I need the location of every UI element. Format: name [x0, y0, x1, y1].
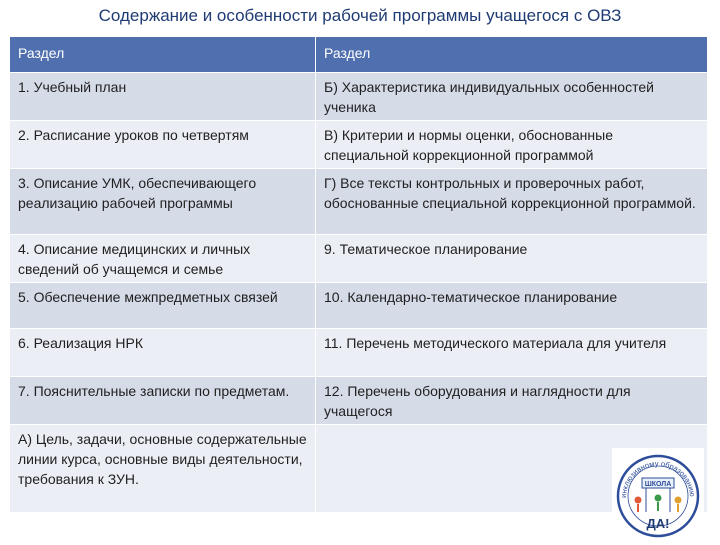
table-row — [10, 425, 708, 513]
content-table — [9, 36, 708, 513]
table-cell: 1. Учебный план — [10, 73, 316, 121]
table-row — [10, 377, 708, 425]
logo-sign-text: ШКОЛА — [644, 481, 672, 488]
table-cell: 10. Календарно-тематическое планирование — [316, 283, 708, 329]
table-cell: А) Цель, задачи, основные содержательные линии курса, основные виды деятельности, требования к ЗУН. — [10, 425, 316, 513]
table-cell: 11. Перечень методического материала для учителя — [316, 329, 708, 377]
table-cell: Б) Характеристика индивидуальных особенностей ученика — [316, 73, 708, 121]
table-row — [10, 169, 708, 235]
logo-answer-text: ДА! — [646, 516, 670, 531]
table-row — [10, 329, 708, 377]
logo-ring-text: инклюзивному образованию — [618, 458, 698, 499]
table-row — [10, 121, 708, 169]
table-cell: 5. Обеспечение межпредметных связей — [10, 283, 316, 329]
table-row — [10, 235, 708, 283]
table-cell: 3. Описание УМК, обеспечивающего реализацию рабочей программы — [10, 169, 316, 235]
logo-emblem-icon — [612, 448, 704, 540]
table-cell: Г) Все тексты контрольных и проверочных работ, обоснованные специальной коррекционной программой. — [316, 169, 708, 235]
table-cell: 4. Описание медицинских и личных сведений об учащемся и семье — [10, 235, 316, 283]
inclusive-education-logo — [612, 448, 704, 540]
table-cell: 9. Тематическое планирование — [316, 235, 708, 283]
table-cell: 6. Реализация НРК — [10, 329, 316, 377]
table-row — [10, 283, 708, 329]
column-header: Раздел — [316, 37, 708, 73]
column-header: Раздел — [10, 37, 316, 73]
table-cell: 12. Перечень оборудования и наглядности для учащегося — [316, 377, 708, 425]
table-row — [10, 73, 708, 121]
table-cell: 2. Расписание уроков по четвертям — [10, 121, 316, 169]
page-title: Содержание и особенности рабочей программы учащегося с ОВЗ — [98, 6, 622, 25]
table-cell: В) Критерии и нормы оценки, обоснованные специальной коррекционной программой — [316, 121, 708, 169]
table-cell: 7. Пояснительные записки по предметам. — [10, 377, 316, 425]
table-header-row — [10, 37, 708, 73]
